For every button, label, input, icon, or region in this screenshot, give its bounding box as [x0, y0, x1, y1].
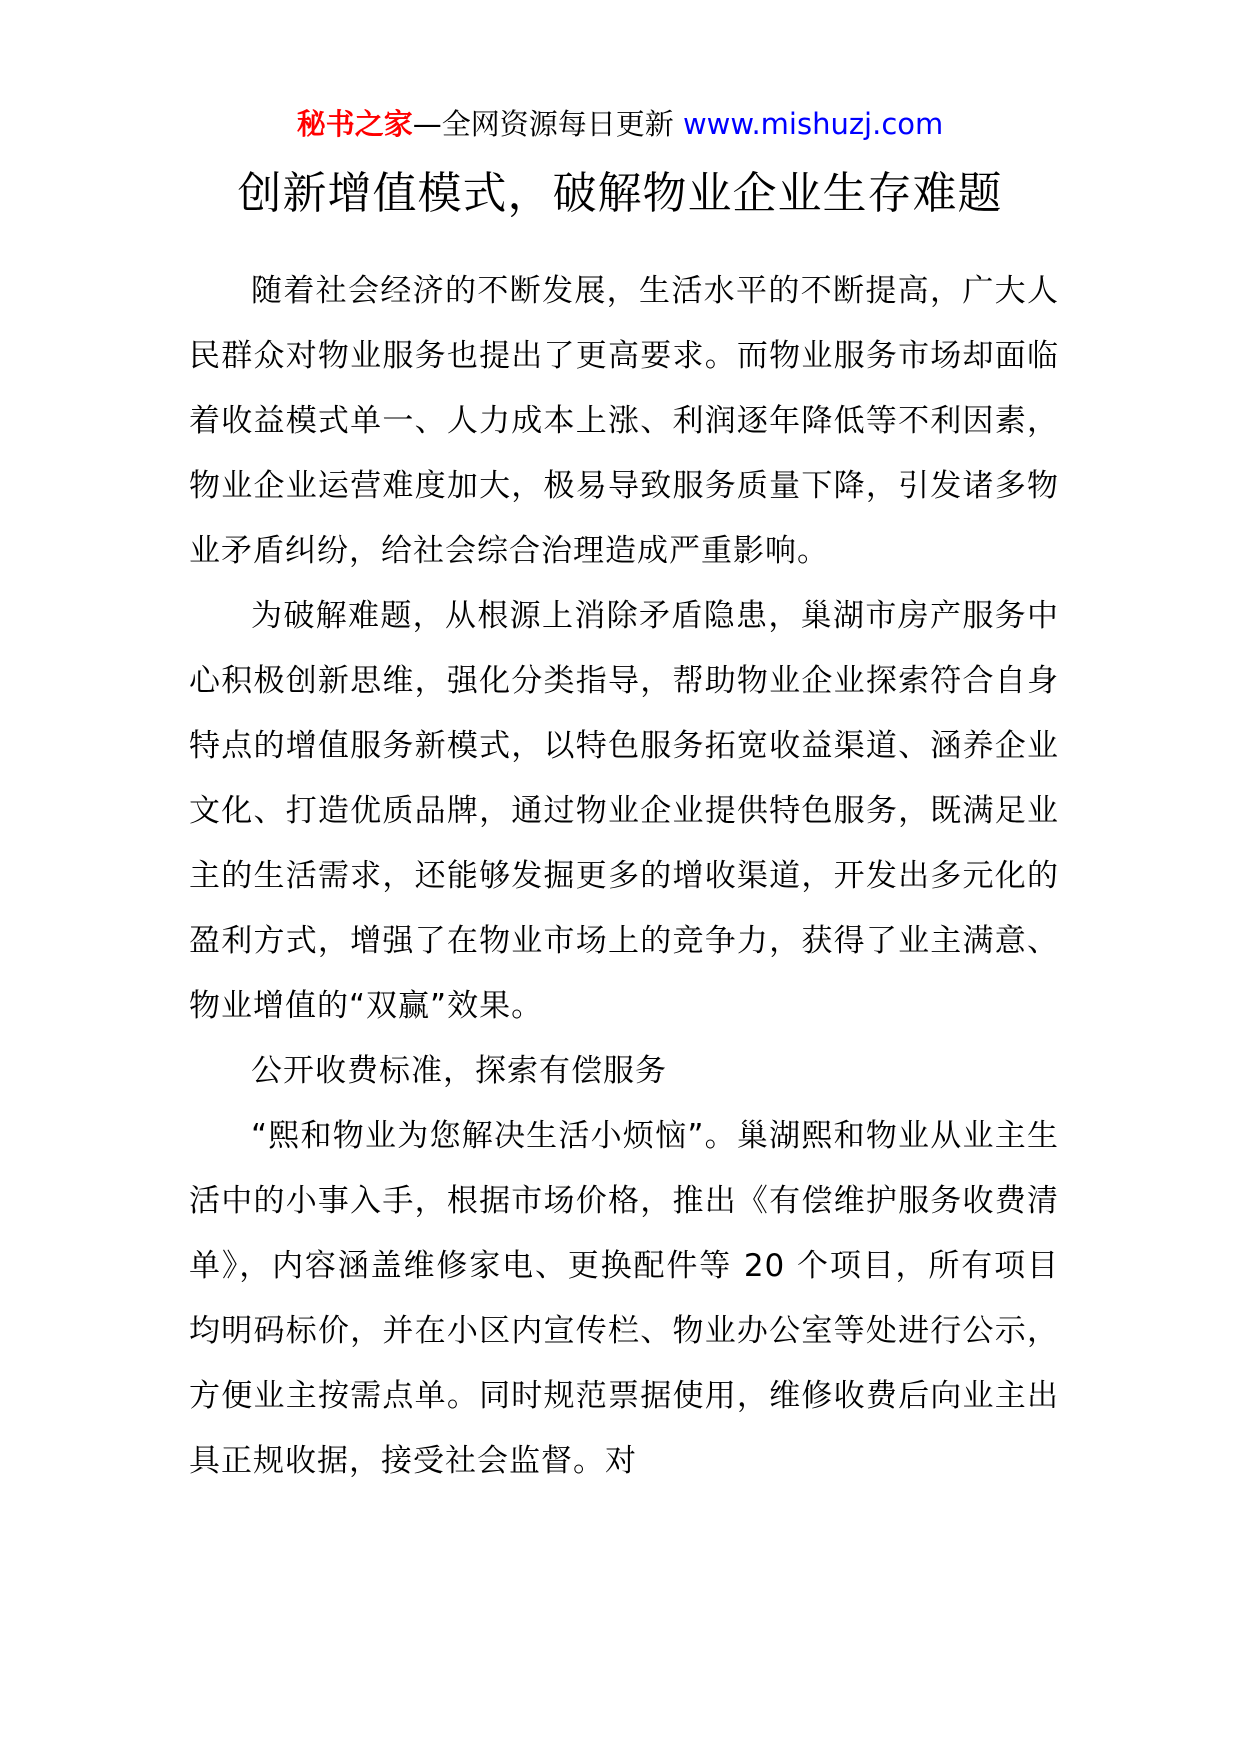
brand-name: 秘书之家 [296, 107, 413, 141]
site-header [0, 104, 1240, 144]
site-url-link[interactable]: www.mishuzj.com [682, 107, 944, 141]
paragraph: 随着社会经济的不断发展，生活水平的不断提高，广大人民群众对物业服务也提出了更高要求。而物业服务市场却面临着收益模式单一、人力成本上涨、利润逐年降低等不利因素，物业企业运营难度加大，极易导致服务质量下降，引发诸多物业矛盾纠纷，给社会综合治理造成严重影响。 [189, 273, 1059, 569]
document-title: 创新增值模式，破解物业企业生存难题 [237, 168, 1003, 219]
paragraph: “熙和物业为您解决生活小烦恼”。巢湖熙和物业从业主生活中的小事入手，根据市场价格，推出《有偿维护服务收费清单》，内容涵盖维修家电、更换配件等 20 个项目，所有项目均明码标价，并在小区内宣传栏、物业办公室等处进行公示，方便业主按需点单。同时规范票据使用，维修收费后向业主出具正规收据，接受社会监督。对 [189, 1118, 1059, 1479]
header-slogan: —全网资源每日更新 [412, 107, 674, 141]
section-heading: 公开收费标准，探索有偿服务 [251, 1053, 667, 1089]
document-body [189, 259, 1059, 1494]
paragraph: 为破解难题，从根源上消除矛盾隐患，巢湖市房产服务中心积极创新思维，强化分类指导，帮助物业企业探索符合自身特点的增值服务新模式，以特色服务拓宽收益渠道、涵养企业文化、打造优质品牌，通过物业企业提供特色服务，既满足业主的生活需求，还能够发掘更多的增收渠道，开发出多元化的盈利方式，增强了在物业市场上的竞争力，获得了业主满意、物业增值的“双赢”效果。 [189, 598, 1059, 1024]
